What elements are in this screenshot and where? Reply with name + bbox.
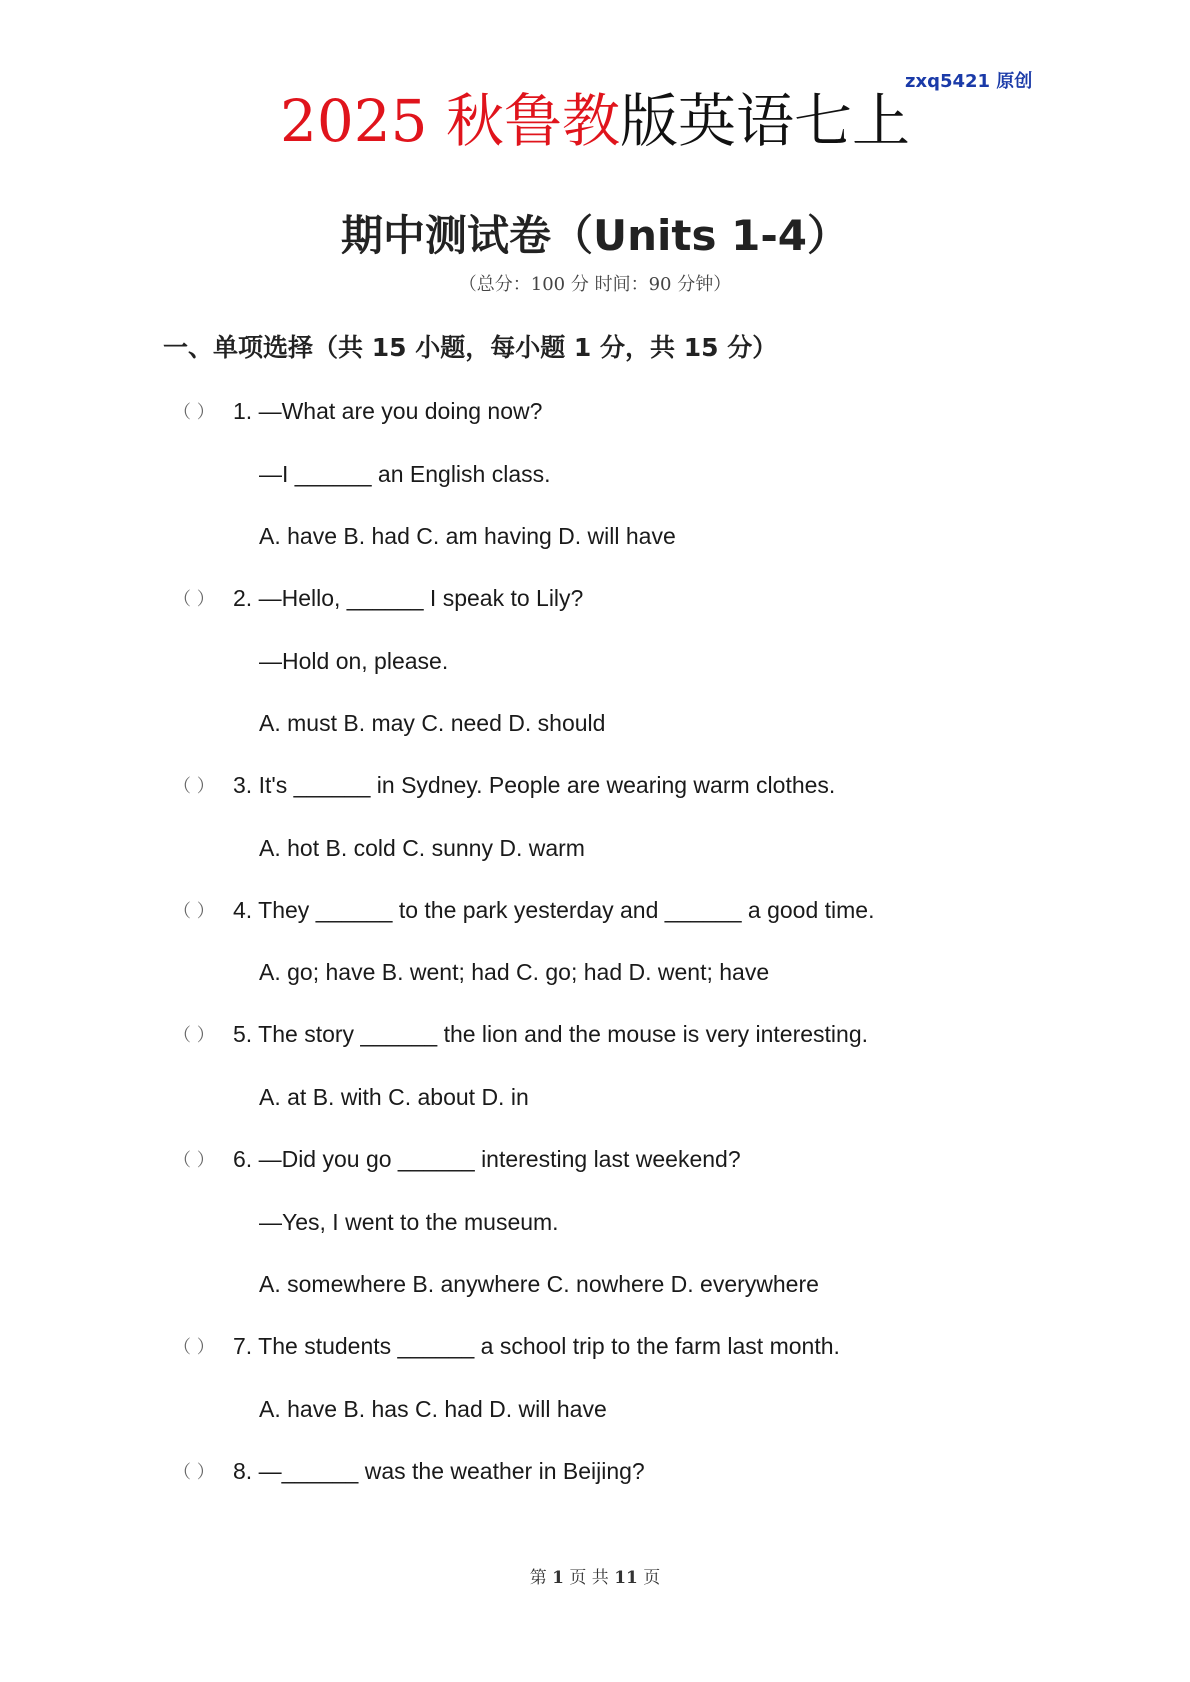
question-6-stem (173, 1144, 741, 1176)
document-title (0, 86, 1190, 156)
question-number: 6. (233, 1146, 253, 1172)
question-1-line-2: —I ______ an English class. (259, 461, 551, 487)
question-number: 7. (233, 1333, 253, 1359)
question-4-stem (173, 895, 875, 927)
document-subtitle: 期中测试卷（Units 1-4） (341, 211, 849, 260)
question-8-stem (173, 1456, 645, 1488)
question-text: —______ was the weather in Beijing? (258, 1458, 645, 1484)
footer-mid: 页 共 (569, 1568, 609, 1588)
question-number: 1. (233, 398, 253, 424)
question-6-options: A. somewhere B. anywhere C. nowhere D. everywhere (259, 1271, 819, 1297)
question-text: They ______ to the park yesterday and ______ a good time. (258, 897, 875, 923)
answer-paren: （ ） (173, 1149, 215, 1171)
footer-total-pages: 11 (614, 1568, 638, 1588)
question-1-options: A. have B. had C. am having D. will have (259, 523, 676, 549)
question-text: The students ______ a school trip to the farm last month. (258, 1333, 840, 1359)
question-3-options: A. hot B. cold C. sunny D. warm (259, 835, 585, 861)
footer-prefix: 第 (529, 1568, 547, 1588)
question-text: —Did you go ______ interesting last weekend? (258, 1146, 741, 1172)
answer-paren: （ ） (173, 401, 215, 423)
answer-paren: （ ） (173, 775, 215, 797)
answer-paren: （ ） (173, 588, 215, 610)
question-7-stem (173, 1331, 840, 1363)
question-number: 5. (233, 1021, 253, 1047)
question-2-options: A. must B. may C. need D. should (259, 710, 606, 736)
answer-paren: （ ） (173, 1461, 215, 1483)
title-red-part: 2025 秋鲁教 (279, 87, 621, 155)
question-text: It's ______ in Sydney. People are wearing warm clothes. (258, 772, 836, 798)
watermark-label: zxq5421 原创 (905, 71, 1033, 92)
question-2-stem (173, 583, 583, 615)
page-footer (0, 1563, 1190, 1588)
question-text: —Hello, ______ I speak to Lily? (258, 585, 584, 611)
title-black-part: 版英语七上 (620, 87, 911, 155)
footer-page-number: 1 (552, 1568, 564, 1588)
answer-paren: （ ） (173, 1336, 215, 1358)
score-info: （总分：100 分 时间：90 分钟） (458, 274, 732, 295)
question-2-line-2: —Hold on, please. (259, 648, 449, 674)
question-text: —What are you doing now? (258, 398, 543, 424)
question-3-stem (173, 770, 835, 802)
question-6-line-2: —Yes, I went to the museum. (259, 1209, 559, 1235)
answer-paren: （ ） (173, 1024, 215, 1046)
question-number: 2. (233, 585, 253, 611)
question-5-options: A. at B. with C. about D. in (259, 1084, 529, 1110)
answer-paren: （ ） (173, 900, 215, 922)
question-7-options: A. have B. has C. had D. will have (259, 1396, 607, 1422)
section-heading: 一、单项选择（共 15 小题，每小题 1 分，共 15 分） (163, 333, 778, 362)
question-number: 8. (233, 1458, 253, 1484)
question-1-stem (173, 396, 542, 428)
question-4-options: A. go; have B. went; had C. go; had D. went; have (259, 959, 770, 985)
footer-suffix: 页 (643, 1568, 661, 1588)
question-number: 3. (233, 772, 253, 798)
question-number: 4. (233, 897, 253, 923)
question-text: The story ______ the lion and the mouse is very interesting. (258, 1021, 869, 1047)
question-5-stem (173, 1019, 868, 1051)
